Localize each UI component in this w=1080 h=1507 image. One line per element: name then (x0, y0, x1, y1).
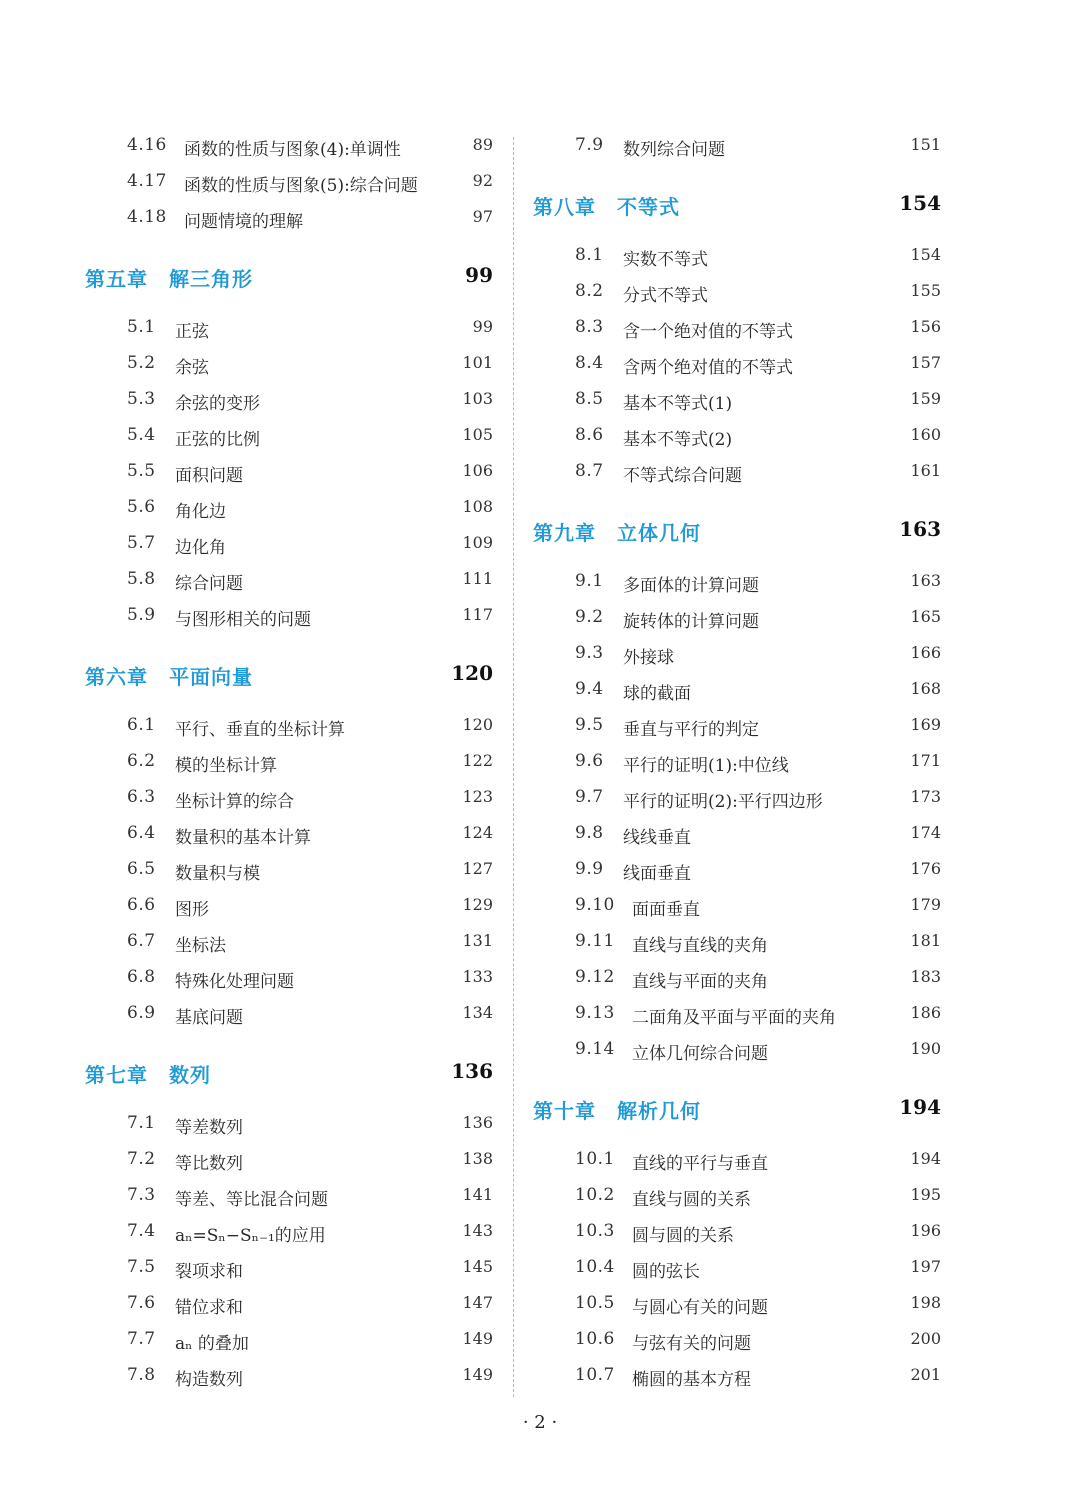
toc-entry[interactable] (85, 309, 495, 345)
toc-entry-page: 173 (910, 787, 941, 806)
toc-entry-num: 6.5 (127, 859, 156, 879)
toc-entry-page: 166 (910, 643, 941, 662)
toc-entry-page: 155 (910, 281, 941, 300)
chapter-page-number: 99 (465, 263, 493, 287)
toc-entry-num: 5.3 (127, 389, 156, 409)
chapter-title: 第五章 解三角形 (85, 267, 253, 291)
toc-entry-title: 正弦的比例 (175, 430, 260, 450)
toc-entry-page: 123 (462, 787, 493, 806)
toc-entry-title: 函数的性质与图象(4):单调性 (184, 140, 401, 160)
column-divider (513, 137, 514, 1397)
toc-entry-num: 7.4 (127, 1221, 156, 1241)
toc-entry-num: 7.7 (127, 1329, 156, 1349)
toc-entry-page: 183 (910, 967, 941, 986)
toc-entry-title: 面面垂直 (632, 900, 700, 920)
toc-entry[interactable] (533, 671, 943, 707)
toc-entry-num: 5.6 (127, 497, 156, 517)
toc-entry[interactable] (85, 1177, 495, 1213)
toc-entry-num: 4.17 (127, 171, 167, 191)
toc-entry-title: 基本不等式(1) (623, 394, 733, 414)
toc-entry-num: 6.7 (127, 931, 156, 951)
toc-entry[interactable] (85, 127, 495, 163)
toc-entry-num: 6.2 (127, 751, 156, 771)
toc-entry-title: 椭圆的基本方程 (632, 1370, 751, 1390)
toc-entry-page: 194 (910, 1149, 941, 1168)
toc-entry[interactable] (533, 851, 943, 887)
toc-entry-page: 138 (462, 1149, 493, 1168)
toc-entry[interactable] (85, 851, 495, 887)
toc-entry-title: 坐标计算的综合 (175, 792, 294, 812)
toc-entry-title: 旋转体的计算问题 (623, 612, 759, 632)
toc-entry[interactable] (533, 743, 943, 779)
toc-entry-num: 10.1 (575, 1149, 615, 1169)
toc-entry-num: 5.5 (127, 461, 156, 481)
toc-entry[interactable] (85, 1321, 495, 1357)
toc-entry-page: 131 (462, 931, 493, 950)
chapter-heading[interactable] (533, 1079, 943, 1137)
toc-entry-title: 等差数列 (175, 1118, 243, 1138)
chapter-page-number: 163 (899, 517, 941, 541)
toc-entry-title: 线线垂直 (623, 828, 691, 848)
toc-entry-title: 边化角 (175, 538, 226, 558)
toc-entry-num: 10.2 (575, 1185, 615, 1205)
toc-entry-num: 7.6 (127, 1293, 156, 1313)
toc-entry-title: 多面体的计算问题 (623, 576, 759, 596)
toc-entry-page: 124 (462, 823, 493, 842)
toc-entry[interactable] (85, 525, 495, 561)
chapter-heading[interactable] (85, 247, 495, 305)
toc-entry-title: 直线与平面的夹角 (632, 972, 768, 992)
toc-entry-title: 数量积的基本计算 (175, 828, 311, 848)
toc-entry-num: 5.7 (127, 533, 156, 553)
toc-entry[interactable] (85, 1285, 495, 1321)
toc-entry-title: 问题情境的理解 (184, 212, 303, 232)
toc-entry-num: 9.3 (575, 643, 604, 663)
toc-entry[interactable] (85, 345, 495, 381)
toc-entry[interactable] (85, 1357, 495, 1393)
toc-entry-page: 186 (910, 1003, 941, 1022)
toc-entry-num: 5.4 (127, 425, 156, 445)
toc-entry-title: 含两个绝对值的不等式 (623, 358, 793, 378)
toc-entry-page: 174 (910, 823, 941, 842)
toc-entry-page: 196 (910, 1221, 941, 1240)
toc-entry[interactable] (85, 1141, 495, 1177)
chapter-title: 第七章 数列 (85, 1063, 211, 1087)
toc-entry[interactable] (533, 127, 943, 163)
toc-entry-page: 161 (910, 461, 941, 480)
toc-entry-num: 6.8 (127, 967, 156, 987)
toc-entry[interactable] (533, 995, 943, 1031)
toc-entry-page: 108 (462, 497, 493, 516)
toc-entry-title: 基本不等式(2) (623, 430, 733, 450)
toc-entry-num: 9.6 (575, 751, 604, 771)
chapter-page-number: 154 (899, 191, 941, 215)
toc-entry-page: 195 (910, 1185, 941, 1204)
toc-entry[interactable] (533, 381, 943, 417)
toc-entry[interactable] (85, 597, 495, 633)
toc-entry-title: 裂项求和 (175, 1262, 243, 1282)
toc-entry-title: 角化边 (175, 502, 226, 522)
toc-entry-page: 160 (910, 425, 941, 444)
toc-entry-num: 7.5 (127, 1257, 156, 1277)
toc-entry-page: 151 (910, 135, 941, 154)
toc-entry[interactable] (533, 887, 943, 923)
toc-entry[interactable] (85, 1105, 495, 1141)
toc-entry-page: 133 (462, 967, 493, 986)
toc-entry[interactable] (533, 707, 943, 743)
toc-entry-title: 平行、垂直的坐标计算 (175, 720, 345, 740)
toc-entry-num: 9.2 (575, 607, 604, 627)
toc-entry-num: 5.8 (127, 569, 156, 589)
toc-entry-page: 103 (462, 389, 493, 408)
toc-entry-page: 111 (462, 569, 493, 588)
toc-entry-title: 正弦 (175, 322, 209, 342)
toc-entry-page: 168 (910, 679, 941, 698)
chapter-title: 第十章 解析几何 (533, 1099, 701, 1123)
toc-entry-page: 149 (462, 1329, 493, 1348)
page-number: · 2 · (522, 1412, 558, 1433)
toc-entry-num: 8.5 (575, 389, 604, 409)
toc-entry-num: 6.3 (127, 787, 156, 807)
toc-entry-num: 7.9 (575, 135, 604, 155)
toc-entry[interactable] (533, 453, 943, 489)
chapter-page-number: 120 (451, 661, 493, 685)
toc-entry[interactable] (85, 199, 495, 235)
toc-entry-page: 157 (910, 353, 941, 372)
toc-entry-title: 不等式综合问题 (623, 466, 742, 486)
toc-entry[interactable] (85, 779, 495, 815)
toc-entry-page: 169 (910, 715, 941, 734)
toc-entry[interactable] (533, 779, 943, 815)
toc-entry-num: 10.6 (575, 1329, 615, 1349)
toc-entry-num: 7.2 (127, 1149, 156, 1169)
toc-entry-page: 105 (462, 425, 493, 444)
toc-entry-num: 5.2 (127, 353, 156, 373)
toc-entry-num: 8.2 (575, 281, 604, 301)
toc-entry[interactable] (85, 1213, 495, 1249)
toc-entry-page: 198 (910, 1293, 941, 1312)
toc-entry[interactable] (85, 453, 495, 489)
toc-entry-num: 5.9 (127, 605, 156, 625)
toc-column-right (533, 127, 943, 1393)
toc-entry-title: 线面垂直 (623, 864, 691, 884)
toc-entry-page: 145 (462, 1257, 493, 1276)
toc-entry-title: 与弦有关的问题 (632, 1334, 751, 1354)
toc-entry-title: 球的截面 (623, 684, 691, 704)
toc-entry[interactable] (533, 309, 943, 345)
chapter-heading[interactable] (85, 645, 495, 703)
toc-entry-page: 92 (472, 171, 493, 190)
toc-entry-title: aₙ=Sₙ−Sₙ₋₁的应用 (175, 1226, 326, 1246)
toc-entry-num: 7.8 (127, 1365, 156, 1385)
toc-entry-title: 模的坐标计算 (175, 756, 277, 776)
toc-entry-title: 垂直与平行的判定 (623, 720, 759, 740)
toc-entry-title: 错位求和 (175, 1298, 243, 1318)
toc-entry-title: 综合问题 (175, 574, 243, 594)
chapter-heading[interactable] (533, 501, 943, 559)
toc-entry-title: 等差、等比混合问题 (175, 1190, 328, 1210)
toc-entry[interactable] (533, 1249, 943, 1285)
toc-entry-page: 159 (910, 389, 941, 408)
toc-entry-num: 6.4 (127, 823, 156, 843)
toc-entry-page: 156 (910, 317, 941, 336)
toc-entry-page: 171 (910, 751, 941, 770)
toc-entry[interactable] (85, 743, 495, 779)
toc-column-left (85, 127, 495, 1393)
toc-entry-page: 136 (462, 1113, 493, 1132)
toc-entry-page: 154 (910, 245, 941, 264)
toc-entry[interactable] (85, 887, 495, 923)
toc-entry-title: 余弦 (175, 358, 209, 378)
toc-entry[interactable] (533, 635, 943, 671)
toc-entry[interactable] (85, 381, 495, 417)
toc-entry-num: 9.7 (575, 787, 604, 807)
toc-entry-page: 200 (910, 1329, 941, 1348)
toc-entry-title: 函数的性质与图象(5):综合问题 (184, 176, 418, 196)
toc-entry-page: 163 (910, 571, 941, 590)
toc-entry-page: 120 (462, 715, 493, 734)
toc-entry-page: 181 (910, 931, 941, 950)
toc-entry-num: 9.12 (575, 967, 615, 987)
toc-entry-num: 9.9 (575, 859, 604, 879)
toc-entry[interactable] (533, 1357, 943, 1393)
toc-entry-num: 9.10 (575, 895, 615, 915)
toc-entry[interactable] (533, 1213, 943, 1249)
toc-entry-page: 143 (462, 1221, 493, 1240)
toc-entry-page: 101 (462, 353, 493, 372)
toc-entry-page: 129 (462, 895, 493, 914)
toc-entry[interactable] (85, 163, 495, 199)
toc-entry-page: 141 (462, 1185, 493, 1204)
toc-entry-page: 149 (462, 1365, 493, 1384)
toc-entry-num: 9.5 (575, 715, 604, 735)
toc-entry[interactable] (533, 1031, 943, 1067)
toc-entry-page: 106 (462, 461, 493, 480)
toc-entry[interactable] (533, 1141, 943, 1177)
toc-entry-num: 8.3 (575, 317, 604, 337)
toc-entry-num: 10.4 (575, 1257, 615, 1277)
chapter-heading[interactable] (85, 1043, 495, 1101)
toc-entry[interactable] (533, 959, 943, 995)
toc-entry-num: 9.1 (575, 571, 604, 591)
toc-entry-title: 分式不等式 (623, 286, 708, 306)
toc-entry-num: 8.6 (575, 425, 604, 445)
toc-entry-title: 余弦的变形 (175, 394, 260, 414)
toc-entry-page: 117 (462, 605, 493, 624)
toc-entry-title: 直线与直线的夹角 (632, 936, 768, 956)
toc-entry-title: 数量积与模 (175, 864, 260, 884)
toc-entry-title: 圆的弦长 (632, 1262, 700, 1282)
toc-entry-num: 8.4 (575, 353, 604, 373)
toc-entry-num: 8.7 (575, 461, 604, 481)
toc-entry-title: 数列综合问题 (623, 140, 725, 160)
toc-entry-num: 4.16 (127, 135, 167, 155)
toc-entry-title: 二面角及平面与平面的夹角 (632, 1008, 836, 1028)
toc-entry[interactable] (533, 923, 943, 959)
toc-entry[interactable] (85, 417, 495, 453)
toc-entry-num: 7.3 (127, 1185, 156, 1205)
toc-entry-title: aₙ 的叠加 (175, 1334, 249, 1354)
toc-entry[interactable] (85, 815, 495, 851)
toc-entry-num: 6.9 (127, 1003, 156, 1023)
toc-entry-page: 165 (910, 607, 941, 626)
toc-entry-title: 直线与圆的关系 (632, 1190, 751, 1210)
toc-entry[interactable] (85, 707, 495, 743)
toc-entry-page: 97 (472, 207, 493, 226)
chapter-page-number: 194 (899, 1095, 941, 1119)
toc-entry[interactable] (533, 273, 943, 309)
chapter-title: 第六章 平面向量 (85, 665, 253, 689)
toc-entry-num: 9.4 (575, 679, 604, 699)
toc-entry-page: 147 (462, 1293, 493, 1312)
toc-entry[interactable] (85, 959, 495, 995)
toc-entry-num: 4.18 (127, 207, 167, 227)
toc-entry-title: 含一个绝对值的不等式 (623, 322, 793, 342)
toc-entry-title: 圆与圆的关系 (632, 1226, 734, 1246)
toc-entry[interactable] (533, 345, 943, 381)
toc-entry-title: 图形 (175, 900, 209, 920)
toc-entry[interactable] (533, 1177, 943, 1213)
toc-entry[interactable] (533, 599, 943, 635)
toc-entry[interactable] (85, 561, 495, 597)
toc-entry-num: 10.7 (575, 1365, 615, 1385)
chapter-title: 第八章 不等式 (533, 195, 680, 219)
toc-entry[interactable] (85, 1249, 495, 1285)
toc-entry-num: 10.5 (575, 1293, 615, 1313)
toc-entry-num: 9.11 (575, 931, 615, 951)
toc-entry-page: 89 (472, 135, 493, 154)
toc-entry-page: 127 (462, 859, 493, 878)
toc-entry[interactable] (533, 563, 943, 599)
toc-entry[interactable] (85, 489, 495, 525)
toc-entry-page: 109 (462, 533, 493, 552)
chapter-page-number: 136 (451, 1059, 493, 1083)
toc-entry-title: 坐标法 (175, 936, 226, 956)
toc-entry-page: 179 (910, 895, 941, 914)
toc-entry-title: 直线的平行与垂直 (632, 1154, 768, 1174)
toc-entry-title: 外接球 (623, 648, 674, 668)
toc-entry-page: 134 (462, 1003, 493, 1022)
toc-entry-num: 6.1 (127, 715, 156, 735)
toc-entry[interactable] (533, 1285, 943, 1321)
toc-entry-page: 190 (910, 1039, 941, 1058)
toc-entry-num: 9.14 (575, 1039, 615, 1059)
toc-entry-num: 6.6 (127, 895, 156, 915)
toc-entry[interactable] (533, 1321, 943, 1357)
toc-entry[interactable] (533, 417, 943, 453)
toc-entry-title: 特殊化处理问题 (175, 972, 294, 992)
toc-entry-title: 平行的证明(2):平行四边形 (623, 792, 823, 812)
toc-entry[interactable] (85, 995, 495, 1031)
toc-entry-page: 122 (462, 751, 493, 770)
toc-entry-num: 8.1 (575, 245, 604, 265)
toc-entry[interactable] (533, 237, 943, 273)
toc-entry-page: 197 (910, 1257, 941, 1276)
toc-entry-title: 面积问题 (175, 466, 243, 486)
toc-entry-page: 176 (910, 859, 941, 878)
toc-entry-num: 10.3 (575, 1221, 615, 1241)
toc-entry-num: 9.13 (575, 1003, 615, 1023)
toc-entry-num: 9.8 (575, 823, 604, 843)
toc-entry-page: 201 (910, 1365, 941, 1384)
toc-entry-title: 立体几何综合问题 (632, 1044, 768, 1064)
toc-entry-title: 构造数列 (175, 1370, 243, 1390)
toc-entry-title: 与图形相关的问题 (175, 610, 311, 630)
toc-entry-num: 7.1 (127, 1113, 156, 1133)
toc-entry-title: 平行的证明(1):中位线 (623, 756, 789, 776)
chapter-title: 第九章 立体几何 (533, 521, 701, 545)
toc-entry-num: 5.1 (127, 317, 156, 337)
toc-entry-title: 与圆心有关的问题 (632, 1298, 768, 1318)
toc-entry[interactable] (85, 923, 495, 959)
toc-entry-title: 基底问题 (175, 1008, 243, 1028)
chapter-heading[interactable] (533, 175, 943, 233)
toc-entry-page: 99 (472, 317, 493, 336)
toc-entry[interactable] (533, 815, 943, 851)
toc-entry-title: 实数不等式 (623, 250, 708, 270)
toc-entry-title: 等比数列 (175, 1154, 243, 1174)
